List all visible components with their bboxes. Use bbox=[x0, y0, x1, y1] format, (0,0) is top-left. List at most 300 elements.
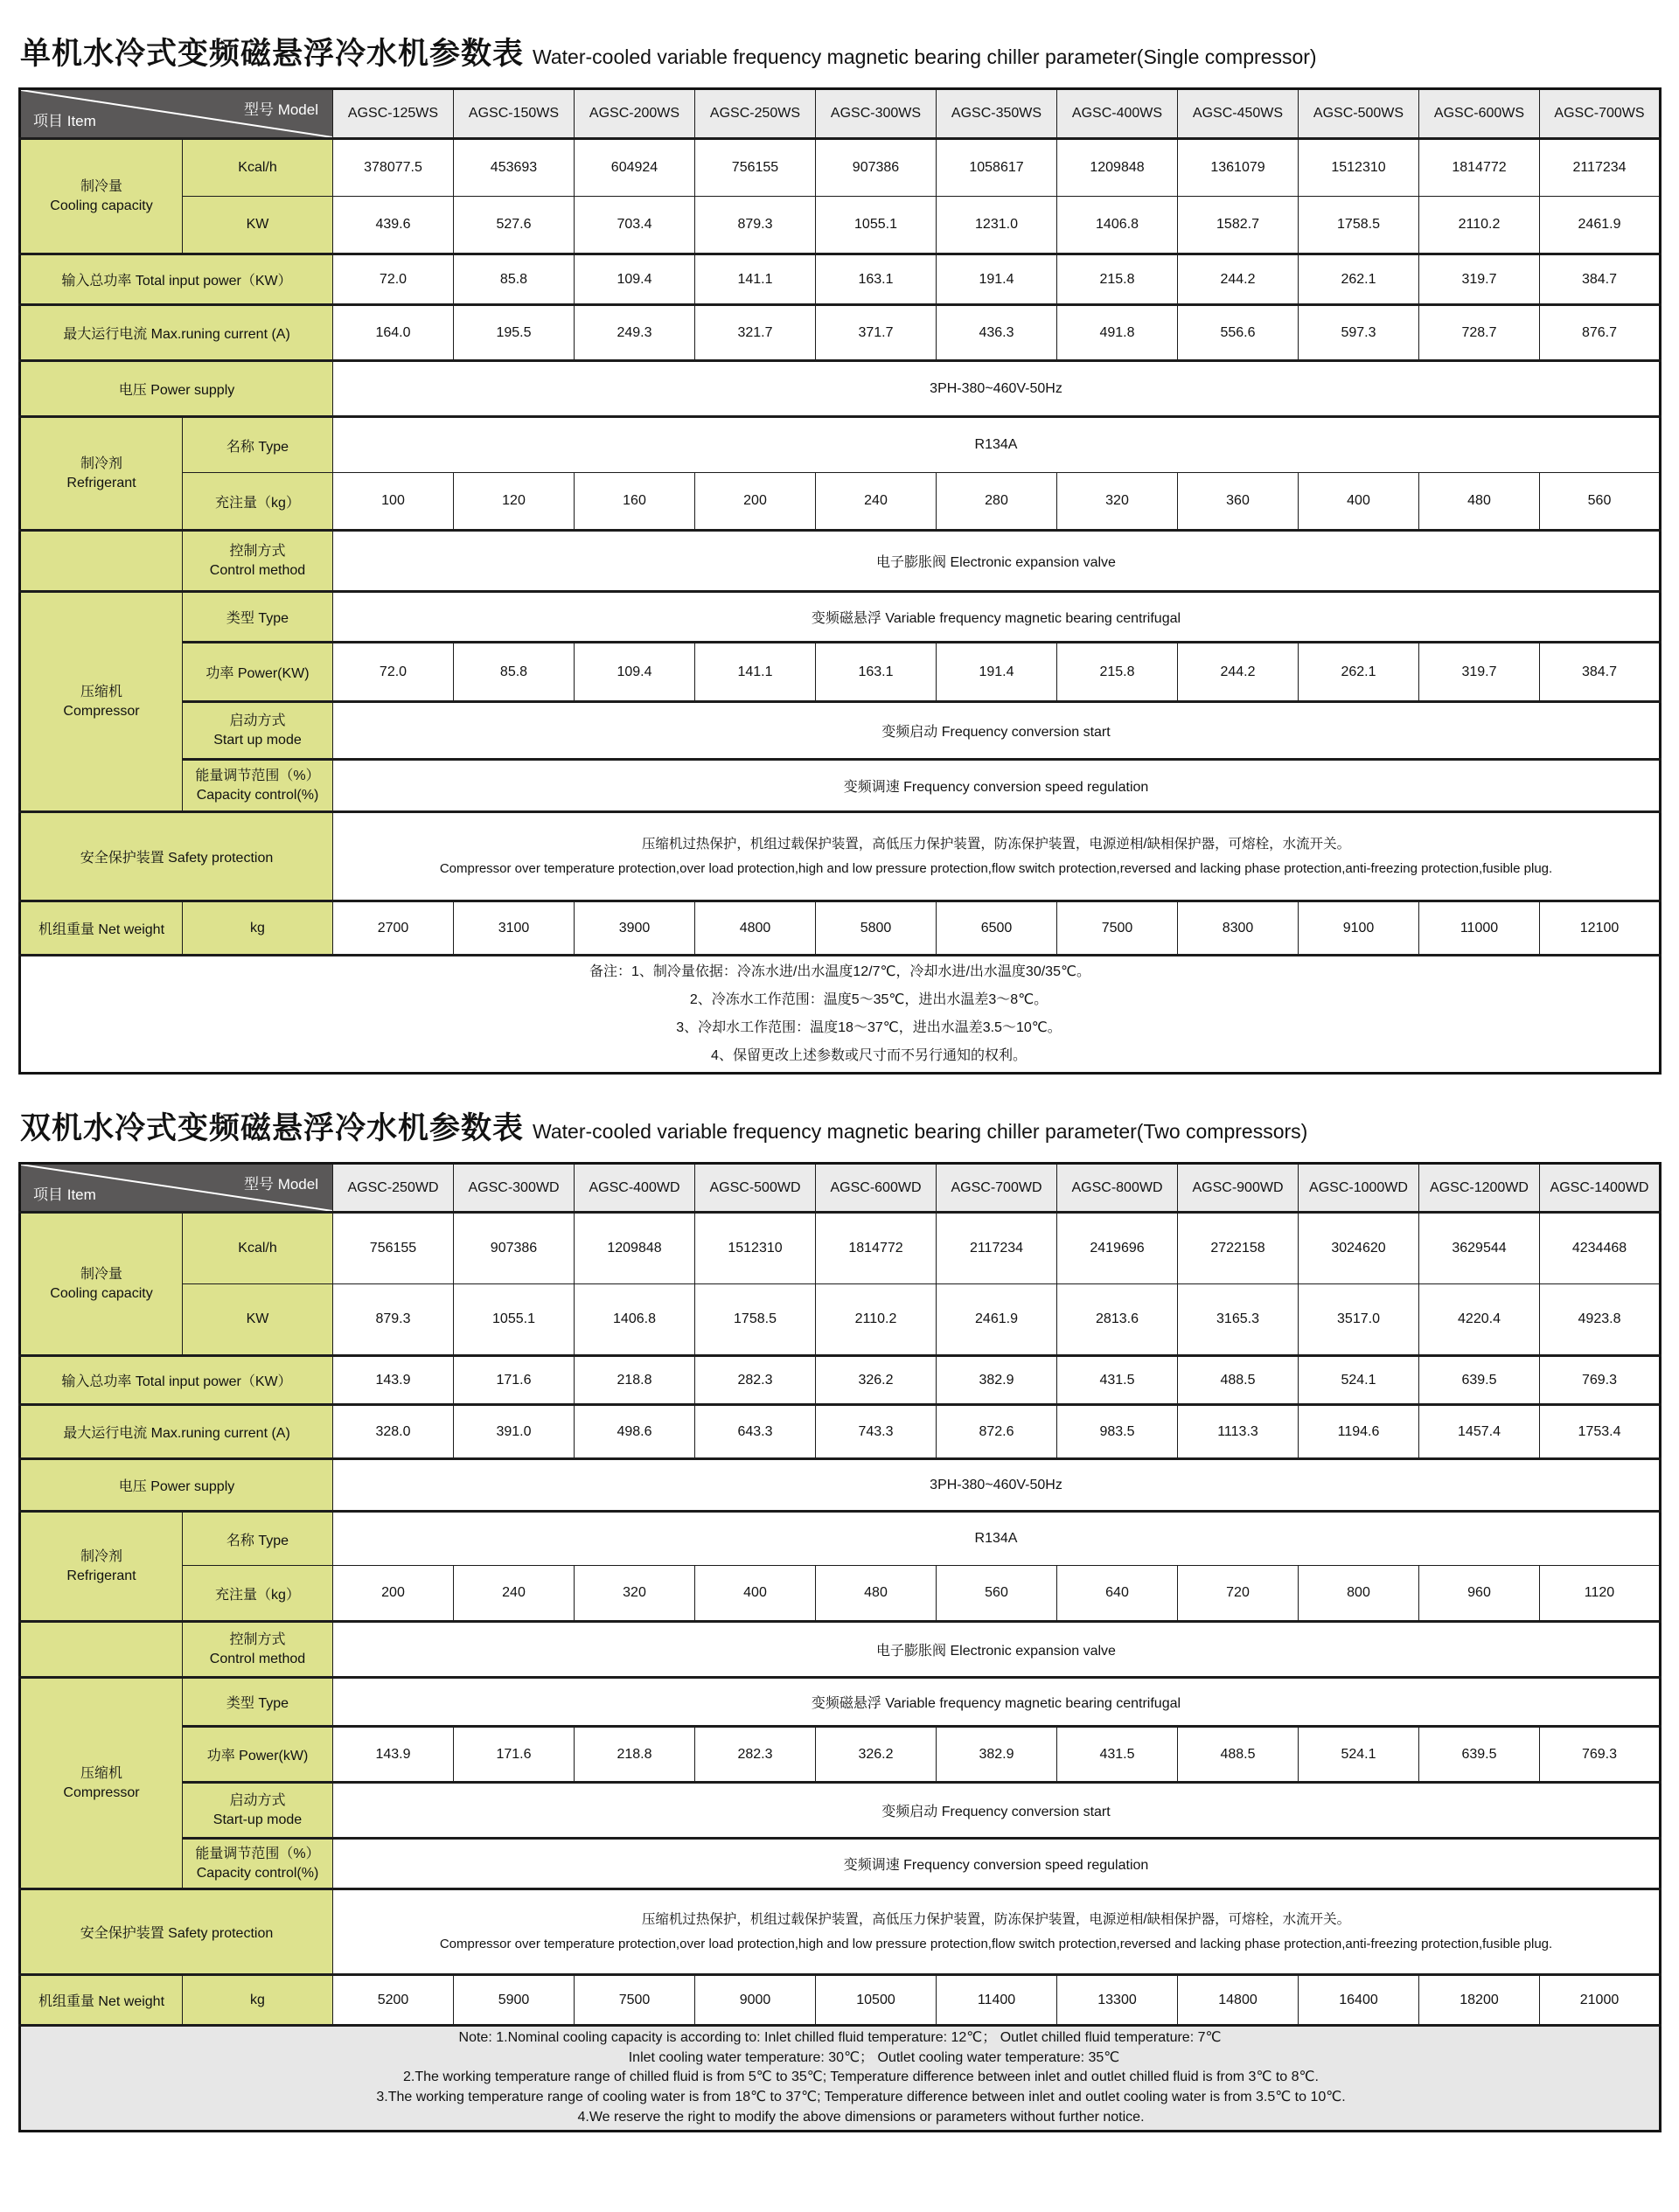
value-cell: 720 bbox=[1178, 1566, 1299, 1622]
value-cell: 524.1 bbox=[1299, 1727, 1419, 1783]
value-cell: 907386 bbox=[454, 1213, 575, 1284]
model-header-cell: AGSC-600WS bbox=[1419, 89, 1540, 139]
value-cell: 215.8 bbox=[1057, 643, 1178, 702]
row-power-supply bbox=[20, 361, 1661, 417]
value-cell: 12100 bbox=[1540, 901, 1661, 956]
control-method-value: 电子膨胀阀 Electronic expansion valve bbox=[333, 531, 1661, 592]
value-cell: 200 bbox=[695, 473, 816, 531]
control-method-en: Control method bbox=[209, 562, 306, 578]
model-header-cell: AGSC-700WS bbox=[1540, 89, 1661, 139]
item-label: 项目 Item bbox=[33, 113, 96, 129]
control-method-value: 电子膨胀阀 Electronic expansion valve bbox=[333, 1622, 1661, 1678]
value-cell: 1512310 bbox=[1299, 139, 1419, 197]
row-charge bbox=[20, 473, 1661, 531]
value-cell: 3517.0 bbox=[1299, 1284, 1419, 1356]
value-cell: 703.4 bbox=[575, 197, 695, 254]
value-cell: 85.8 bbox=[454, 643, 575, 702]
control-method-zh: 控制方式 bbox=[229, 543, 286, 559]
row-charge bbox=[20, 1566, 1661, 1622]
value-cell: 400 bbox=[1299, 473, 1419, 531]
note-line: 3.The working temperature range of cooling water is from 18℃ to 37℃; Temperature difference between inlet and outlet cooling water is from 3.5℃ to 10℃. bbox=[376, 2090, 1346, 2105]
value-cell: 400 bbox=[695, 1566, 816, 1622]
max-current-label: 最大运行电流 Max.runing current (A) bbox=[20, 305, 333, 361]
value-cell: 320 bbox=[575, 1566, 695, 1622]
value-cell: 2813.6 bbox=[1057, 1284, 1178, 1356]
value-cell: 1120 bbox=[1540, 1566, 1661, 1622]
value-cell: 21000 bbox=[1540, 1975, 1661, 2026]
kw-label: KW bbox=[183, 197, 333, 254]
row-compressor-type bbox=[20, 592, 1661, 643]
value-cell: 163.1 bbox=[816, 643, 937, 702]
value-cell: 218.8 bbox=[575, 1356, 695, 1405]
value-cell: 769.3 bbox=[1540, 1727, 1661, 1783]
value-cell: 191.4 bbox=[937, 643, 1057, 702]
value-cell: 4220.4 bbox=[1419, 1284, 1540, 1356]
value-cell: 2117234 bbox=[937, 1213, 1057, 1284]
row-compressor-power bbox=[20, 643, 1661, 702]
value-cell: 1457.4 bbox=[1419, 1405, 1540, 1459]
compressor-label bbox=[20, 1678, 183, 1889]
value-cell: 1058617 bbox=[937, 139, 1057, 197]
value-cell: 498.6 bbox=[575, 1405, 695, 1459]
safety-text-zh: 压缩机过热保护，机组过载保护装置，高低压力保护装置，防冻保护装置，电源逆相/缺相保护器，可熔栓，水流开关。 bbox=[641, 836, 1351, 852]
value-cell: 282.3 bbox=[695, 1356, 816, 1405]
value-cell: 1055.1 bbox=[454, 1284, 575, 1356]
row-input-power bbox=[20, 1356, 1661, 1405]
value-cell: 141.1 bbox=[695, 254, 816, 305]
safety-protection-value bbox=[333, 1889, 1661, 1975]
single-table-title bbox=[20, 30, 1661, 73]
startup-mode-en: Start up mode bbox=[213, 732, 302, 748]
control-method-label bbox=[183, 1622, 333, 1678]
cooling-capacity-label bbox=[20, 1213, 183, 1356]
compressor-type-label: 类型 Type bbox=[183, 592, 333, 643]
model-header-cell: AGSC-1000WD bbox=[1299, 1164, 1419, 1213]
value-cell: 800 bbox=[1299, 1566, 1419, 1622]
value-cell: 1512310 bbox=[695, 1213, 816, 1284]
value-cell: 2700 bbox=[333, 901, 454, 956]
value-cell: 1582.7 bbox=[1178, 197, 1299, 254]
value-cell: 7500 bbox=[575, 1975, 695, 2026]
value-cell: 2117234 bbox=[1540, 139, 1661, 197]
model-header-cell: AGSC-350WS bbox=[937, 89, 1057, 139]
diagonal-header-cell bbox=[20, 89, 333, 139]
value-cell: 244.2 bbox=[1178, 643, 1299, 702]
value-cell: 639.5 bbox=[1419, 1727, 1540, 1783]
capacity-control-zh: 能量调节范围（%） bbox=[195, 768, 320, 783]
capacity-control-zh: 能量调节范围（%） bbox=[195, 1846, 320, 1861]
value-cell: 756155 bbox=[333, 1213, 454, 1284]
notes-two bbox=[20, 2026, 1661, 2132]
value-cell: 872.6 bbox=[937, 1405, 1057, 1459]
two-table-title-zh: 双机水冷式变频磁悬浮冷水机参数表 bbox=[20, 1111, 525, 1145]
row-compressor-type bbox=[20, 1678, 1661, 1727]
capacity-control-value: 变频调速 Frequency conversion speed regulation bbox=[333, 1839, 1661, 1889]
value-cell: 191.4 bbox=[937, 254, 1057, 305]
value-cell: 360 bbox=[1178, 473, 1299, 531]
two-compressor-table bbox=[18, 1162, 1662, 2132]
value-cell: 3165.3 bbox=[1178, 1284, 1299, 1356]
refrigerant-type-value: R134A bbox=[333, 417, 1661, 473]
value-cell: 4800 bbox=[695, 901, 816, 956]
value-cell: 491.8 bbox=[1057, 305, 1178, 361]
kg-label: kg bbox=[183, 901, 333, 956]
model-header-cell: AGSC-250WD bbox=[333, 1164, 454, 1213]
model-header-cell: AGSC-1400WD bbox=[1540, 1164, 1661, 1213]
cooling-capacity-zh: 制冷量 bbox=[80, 1266, 122, 1282]
note-line: 备注：1、制冷量依据：冷冻水进/出水温度12/7℃，冷却水进/出水温度30/35℃。 bbox=[589, 964, 1090, 979]
compressor-label bbox=[20, 592, 183, 812]
model-header-cell: AGSC-300WS bbox=[816, 89, 937, 139]
value-cell: 9000 bbox=[695, 1975, 816, 2026]
row-startup-mode bbox=[20, 702, 1661, 760]
two-table-title bbox=[20, 1104, 1661, 1148]
value-cell: 1361079 bbox=[1178, 139, 1299, 197]
input-power-label: 输入总功率 Total input power（KW） bbox=[20, 254, 333, 305]
safety-protection-label: 安全保护装置 Safety protection bbox=[20, 812, 333, 901]
value-cell: 1753.4 bbox=[1540, 1405, 1661, 1459]
value-cell: 436.3 bbox=[937, 305, 1057, 361]
row-kcal bbox=[20, 1213, 1661, 1284]
value-cell: 262.1 bbox=[1299, 643, 1419, 702]
row-net-weight bbox=[20, 1975, 1661, 2026]
value-cell: 1406.8 bbox=[1057, 197, 1178, 254]
row-startup-mode bbox=[20, 1783, 1661, 1839]
power-supply-value: 3PH-380~460V-50Hz bbox=[333, 361, 1661, 417]
value-cell: 2110.2 bbox=[816, 1284, 937, 1356]
value-cell: 72.0 bbox=[333, 254, 454, 305]
value-cell: 3629544 bbox=[1419, 1213, 1540, 1284]
cooling-capacity-zh: 制冷量 bbox=[80, 178, 122, 194]
capacity-control-label bbox=[183, 1839, 333, 1889]
value-cell: 13300 bbox=[1057, 1975, 1178, 2026]
value-cell: 382.9 bbox=[937, 1727, 1057, 1783]
value-cell: 2722158 bbox=[1178, 1213, 1299, 1284]
row-capacity-control bbox=[20, 1839, 1661, 1889]
charge-label: 充注量（kg） bbox=[183, 473, 333, 531]
diagonal-header-cell bbox=[20, 1164, 333, 1213]
row-max-current bbox=[20, 305, 1661, 361]
row-control-method bbox=[20, 531, 1661, 592]
value-cell: 5200 bbox=[333, 1975, 454, 2026]
value-cell: 141.1 bbox=[695, 643, 816, 702]
value-cell: 3024620 bbox=[1299, 1213, 1419, 1284]
startup-mode-zh: 启动方式 bbox=[229, 713, 286, 728]
value-cell: 8300 bbox=[1178, 901, 1299, 956]
max-current-label: 最大运行电流 Max.runing current (A) bbox=[20, 1405, 333, 1459]
row-notes-single bbox=[20, 956, 1661, 1074]
net-weight-label: 机组重量 Net weight bbox=[20, 901, 183, 956]
compressor-type-value: 变频磁悬浮 Variable frequency magnetic bearing centrifugal bbox=[333, 592, 1661, 643]
value-cell: 164.0 bbox=[333, 305, 454, 361]
value-cell: 218.8 bbox=[575, 1727, 695, 1783]
value-cell: 195.5 bbox=[454, 305, 575, 361]
value-cell: 382.9 bbox=[937, 1356, 1057, 1405]
value-cell: 743.3 bbox=[816, 1405, 937, 1459]
header-row bbox=[20, 89, 1661, 139]
value-cell: 321.7 bbox=[695, 305, 816, 361]
value-cell: 1814772 bbox=[816, 1213, 937, 1284]
value-cell: 384.7 bbox=[1540, 643, 1661, 702]
refrigerant-en: Refrigerant bbox=[66, 475, 136, 490]
value-cell: 11400 bbox=[937, 1975, 1057, 2026]
value-cell: 1055.1 bbox=[816, 197, 937, 254]
compressor-type-value: 变频磁悬浮 Variable frequency magnetic bearing centrifugal bbox=[333, 1678, 1661, 1727]
kg-label: kg bbox=[183, 1975, 333, 2026]
value-cell: 2461.9 bbox=[937, 1284, 1057, 1356]
note-line: 4、保留更改上述参数或尺寸而不另行通知的权利。 bbox=[711, 1048, 1027, 1063]
row-input-power bbox=[20, 254, 1661, 305]
value-cell: 319.7 bbox=[1419, 254, 1540, 305]
value-cell: 200 bbox=[333, 1566, 454, 1622]
value-cell: 639.5 bbox=[1419, 1356, 1540, 1405]
value-cell: 1194.6 bbox=[1299, 1405, 1419, 1459]
row-safety-protection bbox=[20, 812, 1661, 901]
model-header-cell: AGSC-900WD bbox=[1178, 1164, 1299, 1213]
header-row bbox=[20, 1164, 1661, 1213]
value-cell: 453693 bbox=[454, 139, 575, 197]
value-cell: 879.3 bbox=[333, 1284, 454, 1356]
safety-protection-label: 安全保护装置 Safety protection bbox=[20, 1889, 333, 1975]
value-cell: 1814772 bbox=[1419, 139, 1540, 197]
model-label: 型号 Model bbox=[243, 101, 318, 118]
compressor-power-label: 功率 Power(kW) bbox=[183, 1727, 333, 1783]
value-cell: 960 bbox=[1419, 1566, 1540, 1622]
model-header-cell: AGSC-150WS bbox=[454, 89, 575, 139]
value-cell: 1209848 bbox=[1057, 139, 1178, 197]
value-cell: 527.6 bbox=[454, 197, 575, 254]
kcal-label: Kcal/h bbox=[183, 139, 333, 197]
value-cell: 769.3 bbox=[1540, 1356, 1661, 1405]
value-cell: 326.2 bbox=[816, 1727, 937, 1783]
capacity-control-en: Capacity control(%) bbox=[196, 787, 319, 803]
value-cell: 244.2 bbox=[1178, 254, 1299, 305]
value-cell: 384.7 bbox=[1540, 254, 1661, 305]
control-method-zh: 控制方式 bbox=[229, 1631, 286, 1647]
value-cell: 5900 bbox=[454, 1975, 575, 2026]
row-refrigerant-name bbox=[20, 1512, 1661, 1566]
model-header-cell: AGSC-400WD bbox=[575, 1164, 695, 1213]
value-cell: 728.7 bbox=[1419, 305, 1540, 361]
model-header-cell: AGSC-600WD bbox=[816, 1164, 937, 1213]
row-power-supply bbox=[20, 1459, 1661, 1512]
compressor-en: Compressor bbox=[63, 703, 140, 719]
safety-text-zh: 压缩机过热保护，机组过载保护装置，高低压力保护装置，防冻保护装置，电源逆相/缺相保护器，可熔栓，水流开关。 bbox=[641, 1911, 1351, 1927]
note-line: 2、冷冻水工作范围：温度5～35℃，进出水温差3～8℃。 bbox=[689, 992, 1049, 1007]
safety-text-en: Compressor over temperature protection,over load protection,high and low pressure protection,flow switch protection,reversed and lacking phase protection,anti-freezing protection,fusible plug. bbox=[439, 860, 1553, 876]
value-cell: 876.7 bbox=[1540, 305, 1661, 361]
value-cell: 11000 bbox=[1419, 901, 1540, 956]
item-label: 项目 Item bbox=[33, 1186, 96, 1203]
note-line: Inlet cooling water temperature: 30℃； Outlet cooling water temperature: 35℃ bbox=[628, 2049, 1120, 2065]
value-cell: 328.0 bbox=[333, 1405, 454, 1459]
power-supply-value: 3PH-380~460V-50Hz bbox=[333, 1459, 1661, 1512]
note-line: Note: 1.Nominal cooling capacity is according to: Inlet chilled fluid temperature: 12℃； Outlet chilled fluid temperature: 7℃ bbox=[458, 2030, 1222, 2045]
value-cell: 2461.9 bbox=[1540, 197, 1661, 254]
value-cell: 171.6 bbox=[454, 1356, 575, 1405]
row-notes-two bbox=[20, 2026, 1661, 2132]
value-cell: 1758.5 bbox=[1299, 197, 1419, 254]
model-header-cell: AGSC-700WD bbox=[937, 1164, 1057, 1213]
value-cell: 143.9 bbox=[333, 1356, 454, 1405]
refrigerant-label bbox=[20, 1512, 183, 1622]
empty-group-cell bbox=[20, 1622, 183, 1678]
value-cell: 1758.5 bbox=[695, 1284, 816, 1356]
value-cell: 109.4 bbox=[575, 643, 695, 702]
row-safety-protection bbox=[20, 1889, 1661, 1975]
value-cell: 18200 bbox=[1419, 1975, 1540, 2026]
model-header-cell: AGSC-500WD bbox=[695, 1164, 816, 1213]
value-cell: 378077.5 bbox=[333, 139, 454, 197]
refrigerant-en: Refrigerant bbox=[66, 1568, 136, 1583]
startup-mode-zh: 启动方式 bbox=[229, 1792, 286, 1808]
single-table-title-en: Water-cooled variable frequency magnetic bearing chiller parameter(Single compressor) bbox=[533, 45, 1317, 68]
value-cell: 85.8 bbox=[454, 254, 575, 305]
row-kw bbox=[20, 1284, 1661, 1356]
value-cell: 143.9 bbox=[333, 1727, 454, 1783]
single-table-title-zh: 单机水冷式变频磁悬浮冷水机参数表 bbox=[20, 37, 525, 71]
two-table-title-en: Water-cooled variable frequency magnetic bearing chiller parameter(Two compressors) bbox=[533, 1120, 1308, 1143]
single-compressor-table bbox=[18, 87, 1662, 1075]
value-cell: 480 bbox=[1419, 473, 1540, 531]
cooling-capacity-en: Cooling capacity bbox=[50, 1285, 153, 1301]
value-cell: 5800 bbox=[816, 901, 937, 956]
value-cell: 249.3 bbox=[575, 305, 695, 361]
kcal-label: Kcal/h bbox=[183, 1213, 333, 1284]
value-cell: 163.1 bbox=[816, 254, 937, 305]
startup-mode-label bbox=[183, 702, 333, 760]
value-cell: 280 bbox=[937, 473, 1057, 531]
row-capacity-control bbox=[20, 760, 1661, 812]
safety-text-en: Compressor over temperature protection,over load protection,high and low pressure protection,flow switch protection,reversed and lacking phase protection,anti-freezing protection,fusible plug. bbox=[439, 1936, 1553, 1951]
value-cell: 643.3 bbox=[695, 1405, 816, 1459]
row-refrigerant-name bbox=[20, 417, 1661, 473]
note-line: 4.We reserve the right to modify the above dimensions or parameters without further notice. bbox=[577, 2109, 1145, 2125]
notes-single bbox=[20, 956, 1661, 1074]
value-cell: 560 bbox=[1540, 473, 1661, 531]
value-cell: 431.5 bbox=[1057, 1727, 1178, 1783]
value-cell: 2110.2 bbox=[1419, 197, 1540, 254]
value-cell: 640 bbox=[1057, 1566, 1178, 1622]
value-cell: 282.3 bbox=[695, 1727, 816, 1783]
value-cell: 756155 bbox=[695, 139, 816, 197]
value-cell: 391.0 bbox=[454, 1405, 575, 1459]
compressor-type-label: 类型 Type bbox=[183, 1678, 333, 1727]
startup-mode-value: 变频启动 Frequency conversion start bbox=[333, 702, 1661, 760]
startup-mode-label bbox=[183, 1783, 333, 1839]
control-method-en: Control method bbox=[209, 1651, 306, 1666]
value-cell: 120 bbox=[454, 473, 575, 531]
refrigerant-label bbox=[20, 417, 183, 531]
row-compressor-power bbox=[20, 1727, 1661, 1783]
value-cell: 171.6 bbox=[454, 1727, 575, 1783]
value-cell: 240 bbox=[816, 473, 937, 531]
value-cell: 262.1 bbox=[1299, 254, 1419, 305]
model-header-cell: AGSC-450WS bbox=[1178, 89, 1299, 139]
note-line: 3、冷却水工作范围：温度18～37℃，进出水温差3.5～10℃。 bbox=[676, 1020, 1062, 1035]
value-cell: 488.5 bbox=[1178, 1356, 1299, 1405]
compressor-power-label: 功率 Power(KW) bbox=[183, 643, 333, 702]
model-header-cell: AGSC-200WS bbox=[575, 89, 695, 139]
capacity-control-label bbox=[183, 760, 333, 812]
empty-group-cell bbox=[20, 531, 183, 592]
compressor-zh: 压缩机 bbox=[80, 1765, 122, 1781]
charge-label: 充注量（kg） bbox=[183, 1566, 333, 1622]
value-cell: 4234468 bbox=[1540, 1213, 1661, 1284]
startup-mode-en: Start-up mode bbox=[212, 1812, 303, 1827]
safety-protection-value bbox=[333, 812, 1661, 901]
value-cell: 431.5 bbox=[1057, 1356, 1178, 1405]
refrigerant-zh: 制冷剂 bbox=[80, 456, 122, 471]
value-cell: 604924 bbox=[575, 139, 695, 197]
row-max-current bbox=[20, 1405, 1661, 1459]
model-header-cell: AGSC-500WS bbox=[1299, 89, 1419, 139]
startup-mode-value: 变频启动 Frequency conversion start bbox=[333, 1783, 1661, 1839]
value-cell: 439.6 bbox=[333, 197, 454, 254]
value-cell: 524.1 bbox=[1299, 1356, 1419, 1405]
capacity-control-en: Capacity control(%) bbox=[196, 1865, 319, 1881]
row-kw bbox=[20, 197, 1661, 254]
model-header-cell: AGSC-800WD bbox=[1057, 1164, 1178, 1213]
compressor-en: Compressor bbox=[63, 1784, 140, 1800]
row-control-method bbox=[20, 1622, 1661, 1678]
value-cell: 319.7 bbox=[1419, 643, 1540, 702]
net-weight-label: 机组重量 Net weight bbox=[20, 1975, 183, 2026]
value-cell: 1231.0 bbox=[937, 197, 1057, 254]
model-header-cell: AGSC-250WS bbox=[695, 89, 816, 139]
value-cell: 488.5 bbox=[1178, 1727, 1299, 1783]
model-header-cell: AGSC-400WS bbox=[1057, 89, 1178, 139]
power-supply-label: 电压 Power supply bbox=[20, 361, 333, 417]
control-method-label bbox=[183, 531, 333, 592]
model-label: 型号 Model bbox=[243, 1176, 318, 1193]
compressor-zh: 压缩机 bbox=[80, 684, 122, 699]
cooling-capacity-label bbox=[20, 139, 183, 254]
value-cell: 4923.8 bbox=[1540, 1284, 1661, 1356]
value-cell: 6500 bbox=[937, 901, 1057, 956]
value-cell: 983.5 bbox=[1057, 1405, 1178, 1459]
value-cell: 160 bbox=[575, 473, 695, 531]
value-cell: 480 bbox=[816, 1566, 937, 1622]
value-cell: 326.2 bbox=[816, 1356, 937, 1405]
row-kcal bbox=[20, 139, 1661, 197]
value-cell: 879.3 bbox=[695, 197, 816, 254]
value-cell: 2419696 bbox=[1057, 1213, 1178, 1284]
value-cell: 1406.8 bbox=[575, 1284, 695, 1356]
note-line: 2.The working temperature range of chilled fluid is from 5℃ to 35℃; Temperature difference between inlet and outlet chilled fluid is from 3℃ to 8℃. bbox=[403, 2069, 1319, 2085]
model-header-cell: AGSC-1200WD bbox=[1419, 1164, 1540, 1213]
power-supply-label: 电压 Power supply bbox=[20, 1459, 333, 1512]
value-cell: 240 bbox=[454, 1566, 575, 1622]
value-cell: 100 bbox=[333, 473, 454, 531]
value-cell: 9100 bbox=[1299, 901, 1419, 956]
value-cell: 10500 bbox=[816, 1975, 937, 2026]
input-power-label: 输入总功率 Total input power（KW） bbox=[20, 1356, 333, 1405]
refrigerant-zh: 制冷剂 bbox=[80, 1548, 122, 1564]
value-cell: 560 bbox=[937, 1566, 1057, 1622]
refrigerant-type-value: R134A bbox=[333, 1512, 1661, 1566]
refrigerant-type-label: 名称 Type bbox=[183, 417, 333, 473]
value-cell: 556.6 bbox=[1178, 305, 1299, 361]
model-header-cell: AGSC-125WS bbox=[333, 89, 454, 139]
value-cell: 3100 bbox=[454, 901, 575, 956]
value-cell: 320 bbox=[1057, 473, 1178, 531]
spec-sheet-page bbox=[18, 0, 1661, 2132]
value-cell: 16400 bbox=[1299, 1975, 1419, 2026]
capacity-control-value: 变频调速 Frequency conversion speed regulation bbox=[333, 760, 1661, 812]
value-cell: 14800 bbox=[1178, 1975, 1299, 2026]
value-cell: 1113.3 bbox=[1178, 1405, 1299, 1459]
